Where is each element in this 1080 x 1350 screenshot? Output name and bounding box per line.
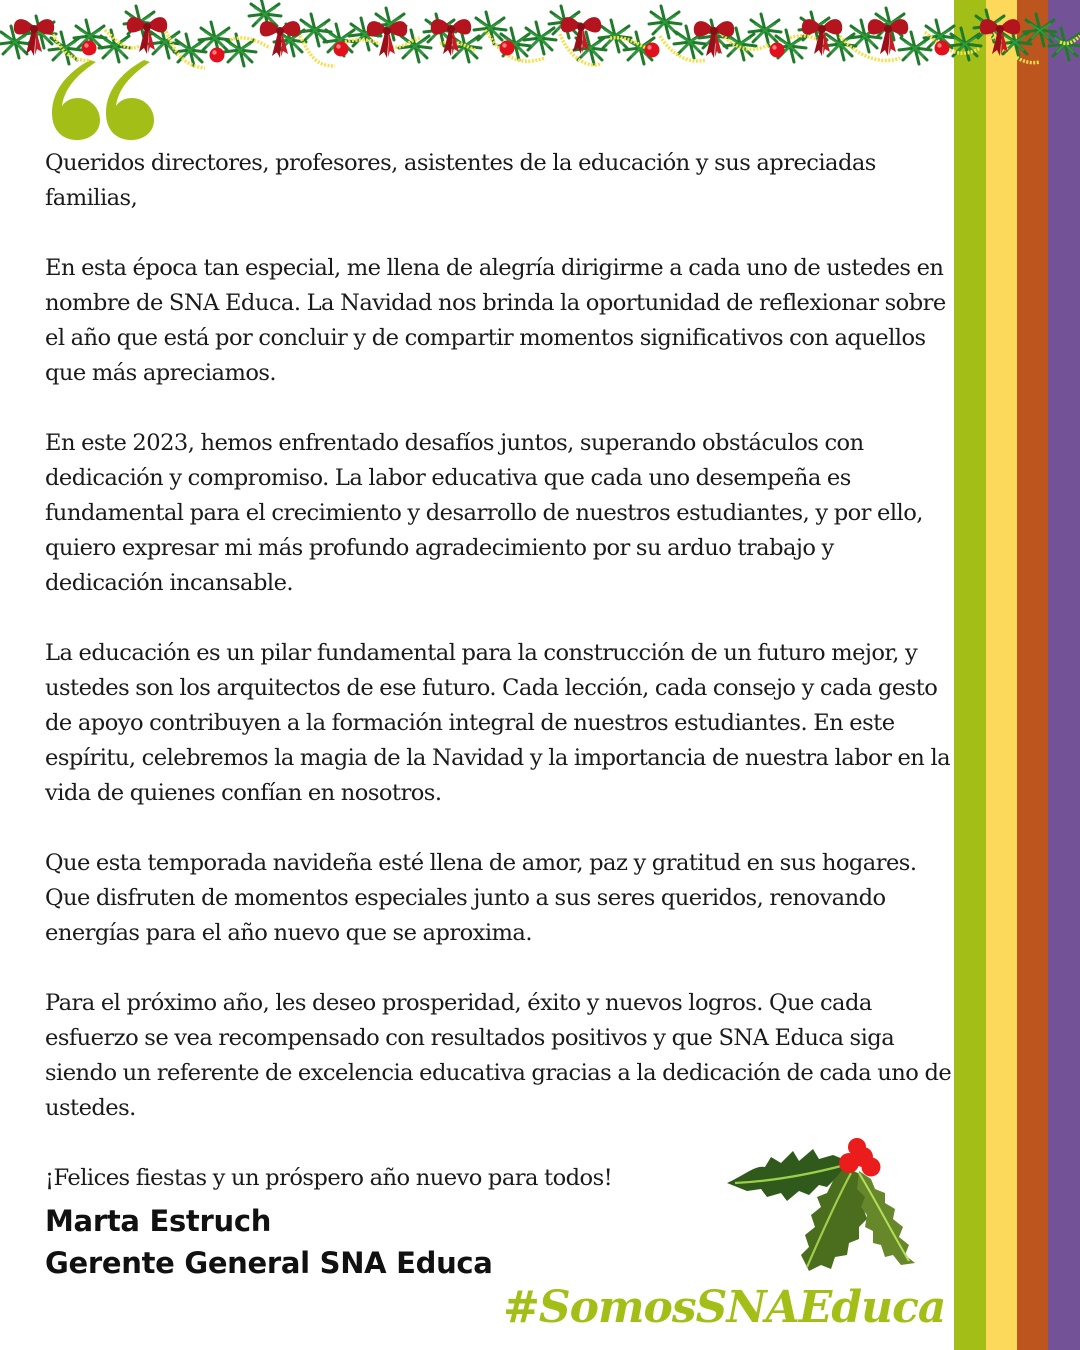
letter-body (45, 146, 955, 1196)
signature-title: Gerente General SNA Educa (45, 1246, 493, 1280)
letter-greeting: Queridos directores, profesores, asistentes de la educación y sus apreciadas familias, (45, 150, 876, 211)
letter-paragraph: Que esta temporada navideña esté llena de amor, paz y gratitud en sus hogares. Que disfruten de momentos especiales junto a sus seres queridos, renovando energías para el año nuevo que se aproxima. (45, 850, 917, 946)
stripe-orange (1017, 0, 1048, 1350)
stripe-purple (1048, 0, 1080, 1350)
stripe-green (954, 0, 986, 1350)
brand-color-stripes (954, 0, 1080, 1350)
signature-name: Marta Estruch (45, 1204, 272, 1238)
letter-paragraph: Para el próximo año, les deseo prosperidad, éxito y nuevos logros. Que cada esfuerzo se vea recompensado con resultados positivos y que SNA Educa siga siendo un referente de excelencia educativa gracias a la dedicación de cada uno de ustedes. (45, 990, 952, 1121)
letter-paragraph: En esta época tan especial, me llena de alegría dirigirme a cada uno de ustedes en nombre de SNA Educa. La Navidad nos brinda la oportunidad de reflexionar sobre el año que está por concluir y de compartir momentos significativos con aquellos que más apreciamos. (45, 255, 946, 386)
holly-icon (725, 1135, 920, 1275)
christmas-garland-icon (0, 0, 1080, 80)
letter-paragraph: En este 2023, hemos enfrentado desafíos juntos, superando obstáculos con dedicación y compromiso. La labor educativa que cada uno desempeña es fundamental para el crecimiento y desarrollo de nuestros estudiantes, y por ello, quiero expresar mi más profundo agradecimiento por su arduo trabajo y dedicación incansable. (45, 430, 923, 596)
letter-paragraph: La educación es un pilar fundamental para la construcción de un futuro mejor, y ustedes son los arquitectos de ese futuro. Cada lección, cada consejo y cada gesto de apoyo contribuyen a la formación integral de nuestros estudiantes. En este espíritu, celebremos la magia de la Navidad y la importancia de nuestra labor en la vida de quienes confían en nosotros. (45, 640, 951, 806)
letter-closing: ¡Felices fiestas y un próspero año nuevo para todos! (45, 1165, 613, 1191)
stripe-yellow (986, 0, 1017, 1350)
hashtag: #SomosSNAEduca (503, 1282, 946, 1333)
signature-block (45, 1200, 493, 1284)
